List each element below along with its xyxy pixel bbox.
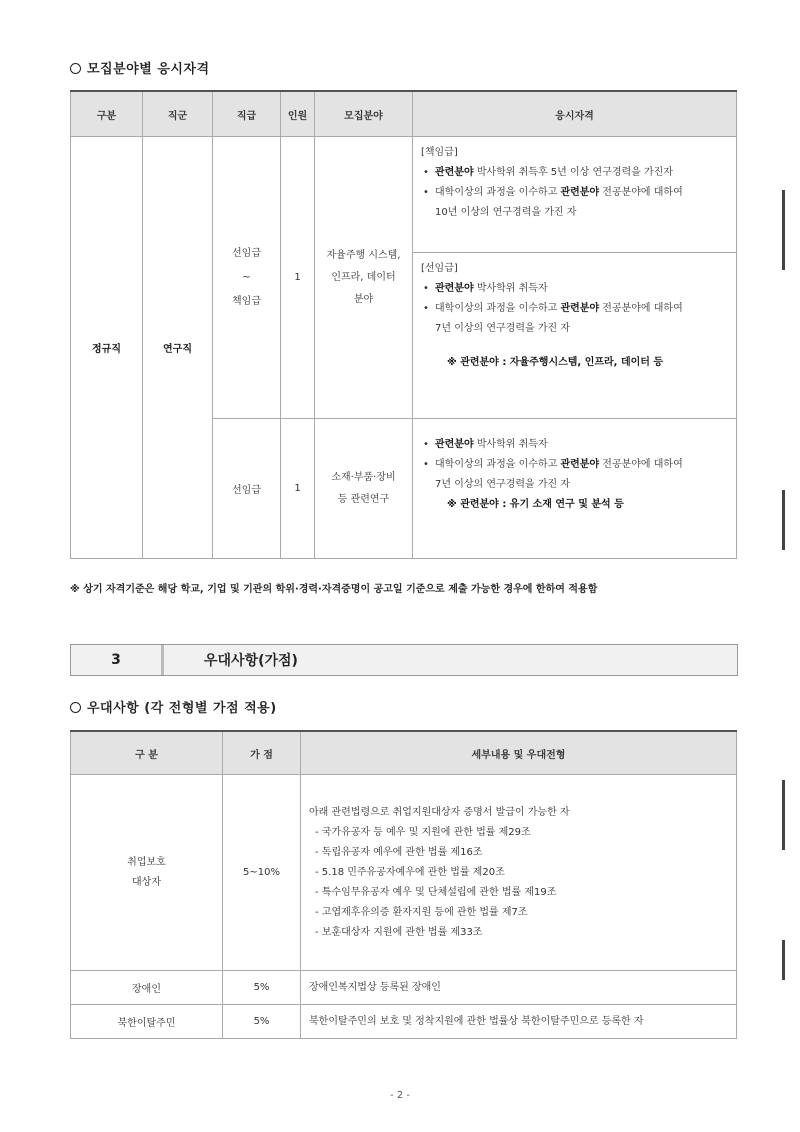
list-item [421,299,728,319]
list-item [421,183,728,203]
item-continuation: 10년 이상의 연구경력을 가진 자 [435,207,577,218]
details-intro: 아래 관련법령으로 취업지원대상자 증명서 발급이 가능한 자 [309,806,570,818]
field-line: 자율주행 시스템, [326,249,401,261]
table-row [71,137,737,253]
table-row [71,775,737,971]
section-title-qualifications [70,58,210,77]
details-cell [301,775,737,971]
list-item [421,163,728,183]
item-text: 대학이상의 과정을 이수하고 [435,187,561,198]
preferences-table [70,730,737,1039]
category-line: 취업보호 [127,856,166,868]
header-count: 인원 [281,91,315,137]
law-item: - 보훈대상자 지원에 관한 법률 제33조 [315,926,483,938]
item-text: 전공분야에 대하여 [599,303,683,314]
item-text: 대학이상의 과정을 이수하고 [435,303,561,314]
keyword: 관련분야 [560,187,600,198]
employment-type-cell: 정규직 [71,137,143,559]
points-cell: 5% [223,1005,301,1039]
count-cell: 1 [281,137,315,419]
grade-cell: 선임급 [213,419,281,559]
qualification-associate-cell [413,253,737,419]
edge-mark [782,190,785,270]
law-item: - 독립유공자 예우에 관한 법률 제16조 [315,846,483,858]
item-text: 박사학위 취득자 [473,283,548,294]
item-text: 전공분야에 대하여 [599,187,683,198]
table-row [71,1005,737,1039]
field-line: 인프라, 데이터 [331,271,396,283]
related-field-note: ※ 관련분야 : 유기 소재 연구 및 분석 등 [447,499,624,510]
item-text: 박사학위 취득자 [473,439,548,450]
edge-mark [782,780,785,850]
item-text: 박사학위 취득후 5년 이상 연구경력을 가진자 [473,167,673,178]
grade-line: ~ [242,271,251,283]
qualification-label: [선임급] [421,263,458,274]
page-number: - 2 - [390,1090,410,1101]
section-number: 3 [71,645,164,675]
grade-line: 선임급 [232,247,261,259]
item-text: 전공분야에 대하여 [599,459,683,470]
header-category: 구분 [71,91,143,137]
grade-line: 책임급 [232,295,261,307]
circle-bullet-icon [70,63,81,74]
keyword: 관련분야 [560,459,600,470]
header-category: 구 분 [71,731,223,775]
header-details: 세부내용 및 우대전형 [301,731,737,775]
field-line: 분야 [353,293,374,305]
keyword: 관련분야 [435,283,474,294]
section-title-preferences [70,697,277,716]
details-cell: 장애인복지법상 등록된 장애인 [301,971,737,1005]
header-field: 모집분야 [315,91,413,137]
category-cell [71,775,223,971]
table-row [71,971,737,1005]
header-points: 가 점 [223,731,301,775]
law-item: - 고엽제후유의증 환자지원 등에 관한 법률 제7조 [315,906,528,918]
section-heading: 우대사항(가점) [204,653,298,669]
section-header-bar [70,644,738,676]
category-line: 대상자 [132,876,161,888]
qualification-materials-cell [413,419,737,559]
qualifications-table [70,90,737,559]
grade-cell [213,137,281,419]
points-cell: 5% [223,971,301,1005]
list-item [421,435,728,455]
field-cell [315,419,413,559]
list-item [421,455,728,475]
header-job-group: 직군 [143,91,213,137]
keyword: 관련분야 [560,303,600,314]
keyword: 관련분야 [435,439,474,450]
circle-bullet-icon [70,702,81,713]
job-group-cell: 연구직 [143,137,213,559]
edge-mark [782,490,785,550]
item-continuation: 7년 이상의 연구경력을 가진 자 [435,479,570,490]
section-title-text: 우대사항 (각 전형별 가점 적용) [87,701,277,716]
table-header-row [71,91,737,137]
field-cell [315,137,413,419]
header-qualifications: 응시자격 [413,91,737,137]
header-grade: 직급 [213,91,281,137]
field-line: 등 관련연구 [337,493,390,505]
category-cell: 북한이탈주민 [71,1005,223,1039]
table-header-row [71,731,737,775]
qualification-senior-cell [413,137,737,253]
related-field-note: ※ 관련분야 : 자율주행시스템, 인프라, 데이터 등 [447,357,664,368]
list-item [421,279,728,299]
keyword: 관련분야 [435,167,474,178]
category-cell: 장애인 [71,971,223,1005]
section-title-text: 모집분야별 응시자격 [87,62,210,77]
law-item: - 5.18 민주유공자예우에 관한 법률 제20조 [315,866,505,878]
points-cell: 5~10% [223,775,301,971]
count-cell: 1 [281,419,315,559]
field-line: 소재·부품·장비 [331,471,396,483]
item-continuation: 7년 이상의 연구경력을 가진 자 [435,323,570,334]
footnote: ※ 상기 자격기준은 해당 학교, 기업 및 기관의 학위·경력·자격증명이 공고일 기준으로 제출 가능한 경우에 한하여 적용함 [70,584,598,595]
qualification-label: [책임급] [421,147,458,158]
law-item: - 특수임무유공자 예우 및 단체설립에 관한 법률 제19조 [315,886,557,898]
item-text: 대학이상의 과정을 이수하고 [435,459,561,470]
details-cell: 북한이탈주민의 보호 및 정착지원에 관한 법률상 북한이탈주민으로 등록한 자 [301,1005,737,1039]
edge-mark [782,940,785,980]
law-item: - 국가유공자 등 예우 및 지원에 관한 법률 제29조 [315,826,531,838]
